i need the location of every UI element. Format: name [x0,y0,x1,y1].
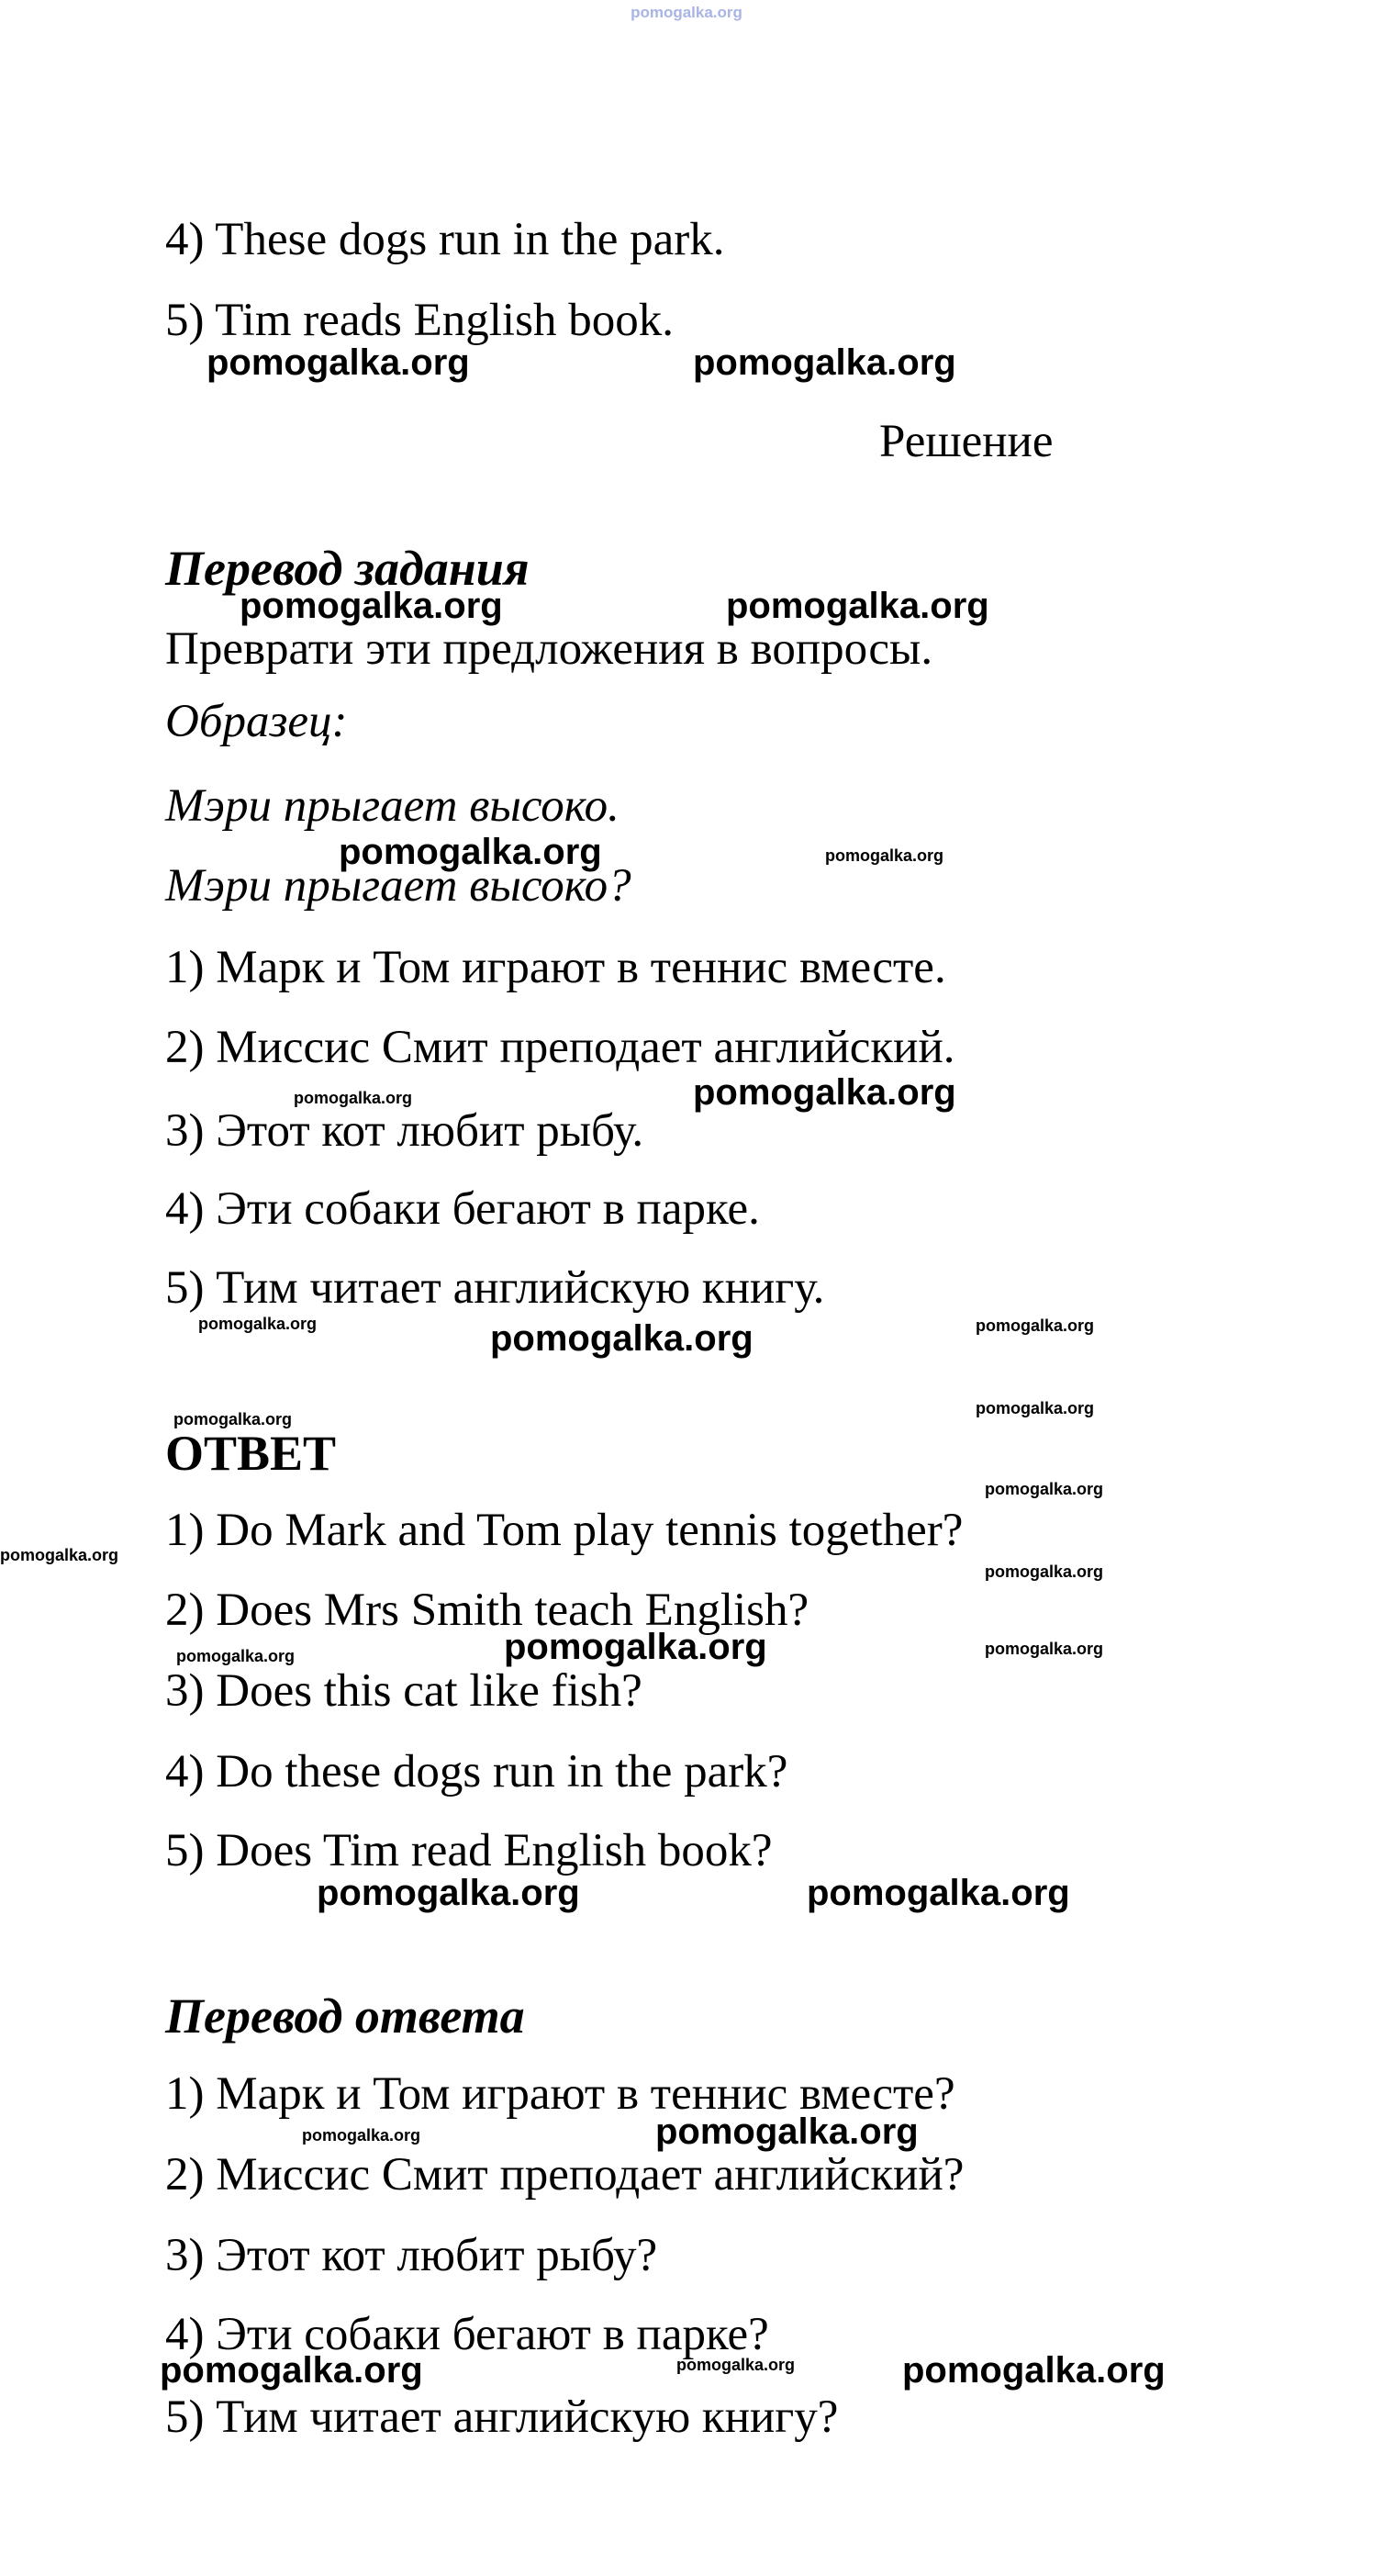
answer-item-1: 1) Do Mark and Tom play tennis together? [165,1505,964,1556]
translation-task-item-5: 5) Тим читает английскую книгу. [165,1262,825,1314]
watermark: pomogalka.org [655,2111,919,2152]
watermark: pomogalka.org [198,1315,318,1333]
watermark: pomogalka.org [0,1546,119,1564]
watermark: pomogalka.org [693,342,956,383]
translation-task-item-2: 2) Миссис Смит преподает английский. [165,1022,955,1073]
task-line-en-4: 4) These dogs run in the park. [165,214,725,265]
translation-answer-item-1: 1) Марк и Том играют в теннис вместе? [165,2068,955,2120]
translation-task-heading: Перевод задания [165,541,530,596]
sample-statement: Мэри прыгает высоко. [165,780,620,832]
watermark: pomogalka.org [490,1318,753,1359]
watermark: pomogalka.org [985,1480,1104,1498]
watermark: pomogalka.org [173,1410,293,1428]
watermark: pomogalka.org [976,1399,1095,1417]
answer-item-3: 3) Does this cat like fish? [165,1665,642,1717]
watermark: pomogalka.org [317,1873,580,1913]
watermark: pomogalka.org [985,1640,1104,1658]
translation-answer-item-3: 3) Этот кот любит рыбу? [165,2230,658,2281]
watermark: pomogalka.org [240,586,503,626]
translation-answer-heading: Перевод ответа [165,1988,525,2044]
watermark: pomogalka.org [207,342,470,383]
answer-item-5: 5) Does Tim read English book? [165,1825,773,1876]
watermark: pomogalka.org [504,1627,767,1667]
watermark: pomogalka.org [676,2356,796,2374]
watermark: pomogalka.org [902,2350,1166,2391]
sample-question: Мэри прыгает высоко? [165,860,631,912]
solution-heading: Решение [879,416,1054,467]
task-line-en-5: 5) Tim reads English book. [165,295,674,346]
watermark-logo: pomogalka.org [631,4,742,21]
sample-label: Образец: [165,696,348,747]
watermark: pomogalka.org [976,1316,1095,1335]
watermark: pomogalka.org [726,586,989,626]
watermark: pomogalka.org [160,2350,423,2391]
answer-item-4: 4) Do these dogs run in the park? [165,1746,788,1798]
translation-task-intro: Преврати эти предложения в вопросы. [165,623,933,675]
translation-answer-item-4: 4) Эти собаки бегают в парке? [165,2309,769,2360]
answer-item-2: 2) Does Mrs Smith teach English? [165,1585,809,1636]
watermark: pomogalka.org [825,846,944,865]
watermark: pomogalka.org [302,2126,421,2145]
translation-answer-item-2: 2) Миссис Смит преподает английский? [165,2149,965,2201]
watermark: pomogalka.org [339,832,602,872]
translation-task-item-4: 4) Эти собаки бегают в парке. [165,1183,760,1235]
watermark: pomogalka.org [176,1647,296,1665]
translation-answer-item-5: 5) Тим читает английскую книгу? [165,2391,839,2443]
watermark: pomogalka.org [807,1873,1070,1913]
watermark: pomogalka.org [294,1089,413,1107]
translation-task-item-3: 3) Этот кот любит рыбу. [165,1105,644,1157]
watermark: pomogalka.org [985,1562,1104,1581]
translation-task-item-1: 1) Марк и Том играют в теннис вместе. [165,942,946,993]
answer-heading: ОТВЕТ [165,1426,337,1481]
watermark: pomogalka.org [693,1072,956,1113]
